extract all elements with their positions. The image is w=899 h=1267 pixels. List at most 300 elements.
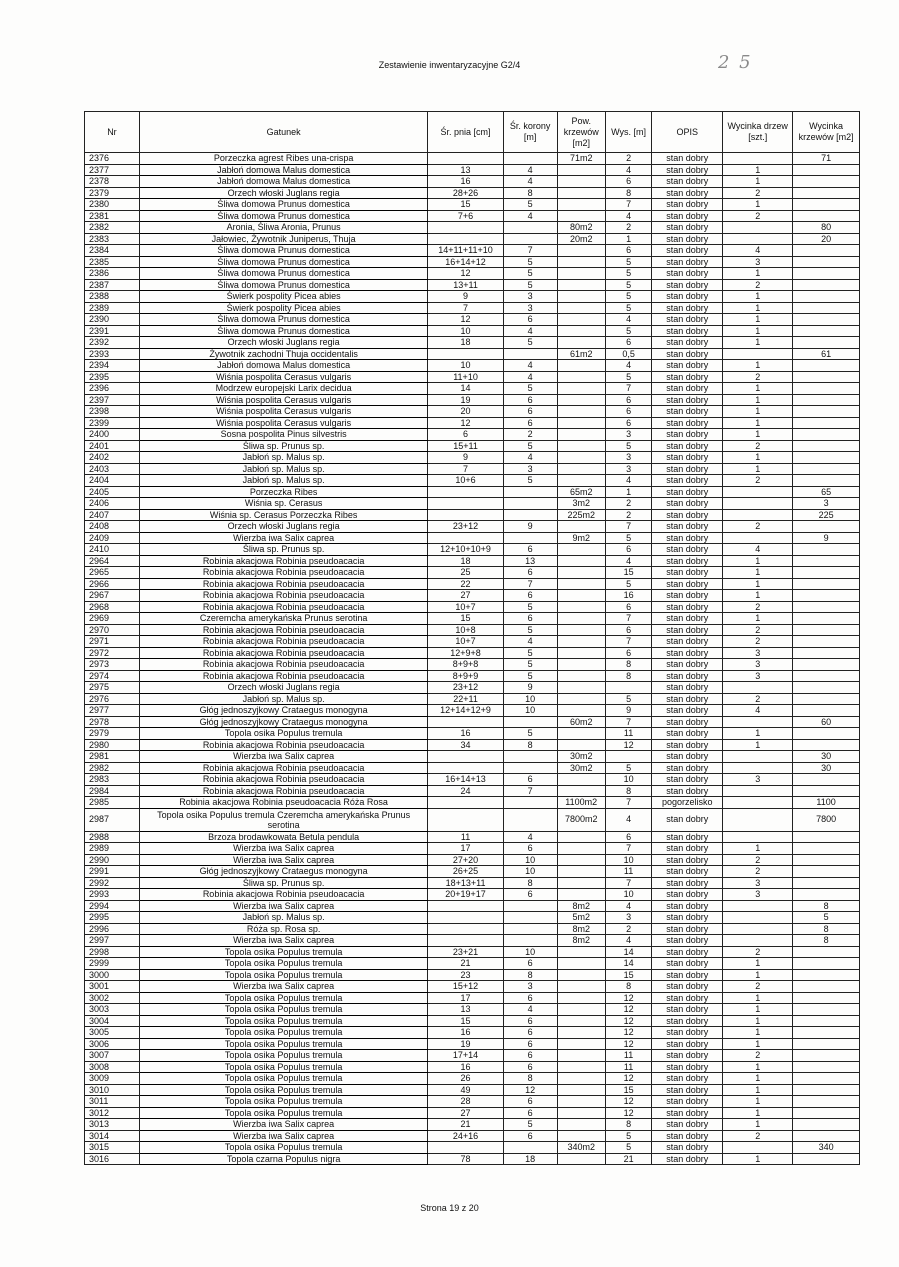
cell-pow-krzewow — [557, 1096, 605, 1108]
cell-pow-krzewow — [557, 1038, 605, 1050]
cell-sr-korony: 6 — [503, 590, 557, 602]
cell-sr-pnia — [428, 900, 503, 912]
cell-pow-krzewow: 1100m2 — [557, 797, 605, 809]
cell-sr-korony: 6 — [503, 394, 557, 406]
cell-wys: 6 — [605, 601, 651, 613]
cell-pow-krzewow: 340m2 — [557, 1142, 605, 1154]
cell-gatunek: Robinia akacjowa Robinia pseudoacacia — [139, 739, 427, 751]
cell-opis: stan dobry — [652, 521, 723, 533]
cell-opis: stan dobry — [652, 348, 723, 360]
cell-nr: 2397 — [85, 394, 140, 406]
cell-wycinka-drzew: 2 — [723, 279, 793, 291]
cell-wycinka-drzew: 1 — [723, 383, 793, 395]
cell-nr: 2409 — [85, 532, 140, 544]
cell-sr-korony: 5 — [503, 383, 557, 395]
cell-sr-korony — [503, 900, 557, 912]
cell-wycinka-krzewow: 60 — [793, 716, 860, 728]
cell-wycinka-krzewow — [793, 636, 860, 648]
cell-opis: stan dobry — [652, 1004, 723, 1016]
cell-pow-krzewow: 225m2 — [557, 509, 605, 521]
cell-gatunek: Orzech włoski Juglans regia — [139, 682, 427, 694]
cell-wys: 5 — [605, 1130, 651, 1142]
cell-gatunek: Topola osika Populus tremula — [139, 969, 427, 981]
cell-gatunek: Wierzba iwa Salix caprea — [139, 935, 427, 947]
cell-wycinka-drzew: 1 — [723, 164, 793, 176]
table-row — [85, 981, 860, 993]
cell-opis: stan dobry — [652, 1119, 723, 1131]
cell-wycinka-krzewow — [793, 946, 860, 958]
cell-wycinka-drzew: 1 — [723, 969, 793, 981]
cell-sr-pnia: 18 — [428, 337, 503, 349]
cell-wycinka-krzewow — [793, 360, 860, 372]
cell-opis: stan dobry — [652, 302, 723, 314]
cell-opis: stan dobry — [652, 429, 723, 441]
cell-gatunek: Aronia, Śliwa Aronia, Prunus — [139, 222, 427, 234]
cell-wycinka-krzewow — [793, 337, 860, 349]
cell-wycinka-drzew: 1 — [723, 314, 793, 326]
cell-sr-pnia: 9 — [428, 452, 503, 464]
cell-nr: 2969 — [85, 613, 140, 625]
cell-wys: 6 — [605, 831, 651, 843]
cell-pow-krzewow — [557, 210, 605, 222]
cell-pow-krzewow — [557, 728, 605, 740]
cell-pow-krzewow — [557, 693, 605, 705]
table-row — [85, 440, 860, 452]
cell-wycinka-krzewow — [793, 1119, 860, 1131]
cell-sr-pnia: 26+25 — [428, 866, 503, 878]
cell-nr: 2999 — [85, 958, 140, 970]
cell-wys: 8 — [605, 659, 651, 671]
cell-pow-krzewow — [557, 578, 605, 590]
table-row — [85, 187, 860, 199]
cell-opis: stan dobry — [652, 567, 723, 579]
cell-wys: 12 — [605, 1107, 651, 1119]
cell-nr: 2401 — [85, 440, 140, 452]
cell-opis: stan dobry — [652, 659, 723, 671]
table-row — [85, 659, 860, 671]
cell-opis: stan dobry — [652, 728, 723, 740]
cell-pow-krzewow — [557, 647, 605, 659]
cell-wycinka-krzewow: 9 — [793, 532, 860, 544]
table-row — [85, 1073, 860, 1085]
cell-pow-krzewow — [557, 475, 605, 487]
cell-sr-pnia: 10+7 — [428, 636, 503, 648]
cell-sr-pnia: 34 — [428, 739, 503, 751]
cell-sr-korony: 4 — [503, 371, 557, 383]
cell-wycinka-drzew — [723, 222, 793, 234]
cell-sr-pnia: 23+21 — [428, 946, 503, 958]
cell-gatunek: Śliwa sp. Prunus sp. — [139, 877, 427, 889]
cell-wycinka-krzewow — [793, 774, 860, 786]
cell-wycinka-drzew — [723, 532, 793, 544]
table-row — [85, 429, 860, 441]
cell-wycinka-krzewow — [793, 417, 860, 429]
cell-wycinka-krzewow — [793, 613, 860, 625]
cell-pow-krzewow: 20m2 — [557, 233, 605, 245]
cell-sr-korony: 8 — [503, 877, 557, 889]
cell-gatunek: Jabłoń domowa Malus domestica — [139, 360, 427, 372]
cell-sr-pnia: 10 — [428, 360, 503, 372]
cell-opis: stan dobry — [652, 394, 723, 406]
cell-gatunek: Wierzba iwa Salix caprea — [139, 751, 427, 763]
table-row — [85, 923, 860, 935]
cell-wycinka-krzewow — [793, 854, 860, 866]
cell-opis: stan dobry — [652, 544, 723, 556]
cell-sr-korony — [503, 222, 557, 234]
cell-sr-korony — [503, 751, 557, 763]
cell-nr: 2995 — [85, 912, 140, 924]
cell-nr: 2387 — [85, 279, 140, 291]
cell-wys: 5 — [605, 578, 651, 590]
table-row — [85, 498, 860, 510]
cell-sr-korony — [503, 498, 557, 510]
cell-opis: stan dobry — [652, 383, 723, 395]
cell-wycinka-drzew: 1 — [723, 302, 793, 314]
cell-sr-korony: 4 — [503, 360, 557, 372]
table-body — [85, 153, 860, 1165]
cell-nr: 2379 — [85, 187, 140, 199]
cell-sr-korony: 5 — [503, 199, 557, 211]
cell-sr-pnia: 12+10+10+9 — [428, 544, 503, 556]
cell-wycinka-krzewow: 61 — [793, 348, 860, 360]
cell-gatunek: Wierzba iwa Salix caprea — [139, 843, 427, 855]
cell-wycinka-krzewow: 30 — [793, 762, 860, 774]
cell-sr-korony: 6 — [503, 889, 557, 901]
cell-wycinka-drzew: 1 — [723, 463, 793, 475]
cell-wycinka-drzew: 1 — [723, 1038, 793, 1050]
cell-wycinka-drzew: 1 — [723, 406, 793, 418]
cell-nr: 2376 — [85, 153, 140, 165]
cell-wycinka-drzew: 1 — [723, 728, 793, 740]
table-row — [85, 877, 860, 889]
cell-opis: stan dobry — [652, 590, 723, 602]
cell-opis: stan dobry — [652, 371, 723, 383]
cell-pow-krzewow — [557, 268, 605, 280]
cell-sr-pnia — [428, 153, 503, 165]
cell-opis: stan dobry — [652, 751, 723, 763]
cell-sr-pnia: 6 — [428, 429, 503, 441]
cell-gatunek: Wierzba iwa Salix caprea — [139, 900, 427, 912]
header-opis: OPIS — [652, 112, 723, 153]
cell-opis: stan dobry — [652, 693, 723, 705]
cell-wys: 4 — [605, 164, 651, 176]
table-row — [85, 176, 860, 188]
cell-nr: 2966 — [85, 578, 140, 590]
cell-wys: 15 — [605, 969, 651, 981]
cell-gatunek: Modrzew europejski Larix decidua — [139, 383, 427, 395]
table-row — [85, 1015, 860, 1027]
cell-sr-pnia: 22+11 — [428, 693, 503, 705]
cell-sr-pnia: 13 — [428, 164, 503, 176]
cell-sr-korony: 6 — [503, 1107, 557, 1119]
cell-wycinka-drzew: 2 — [723, 866, 793, 878]
cell-wys: 2 — [605, 498, 651, 510]
cell-sr-korony: 4 — [503, 176, 557, 188]
cell-gatunek: Porzeczka Ribes — [139, 486, 427, 498]
cell-sr-korony: 6 — [503, 1015, 557, 1027]
cell-wycinka-krzewow: 5 — [793, 912, 860, 924]
cell-sr-korony: 5 — [503, 256, 557, 268]
cell-opis: stan dobry — [652, 716, 723, 728]
cell-sr-pnia — [428, 348, 503, 360]
cell-wycinka-krzewow: 1100 — [793, 797, 860, 809]
cell-gatunek: Jabłoń domowa Malus domestica — [139, 176, 427, 188]
cell-sr-korony — [503, 923, 557, 935]
cell-wycinka-krzewow — [793, 590, 860, 602]
cell-sr-korony — [503, 153, 557, 165]
cell-sr-korony — [503, 532, 557, 544]
table-row — [85, 969, 860, 981]
cell-wycinka-krzewow — [793, 877, 860, 889]
cell-sr-pnia: 20 — [428, 406, 503, 418]
cell-gatunek: Świerk pospolity Picea abies — [139, 291, 427, 303]
cell-wys: 4 — [605, 808, 651, 831]
cell-gatunek: Świerk pospolity Picea abies — [139, 302, 427, 314]
cell-nr: 2992 — [85, 877, 140, 889]
cell-opis: stan dobry — [652, 785, 723, 797]
cell-wycinka-krzewow — [793, 1130, 860, 1142]
cell-opis: stan dobry — [652, 670, 723, 682]
cell-pow-krzewow: 30m2 — [557, 751, 605, 763]
cell-wycinka-krzewow: 3 — [793, 498, 860, 510]
table-row — [85, 682, 860, 694]
cell-wys: 0,5 — [605, 348, 651, 360]
table-row — [85, 590, 860, 602]
cell-opis: stan dobry — [652, 440, 723, 452]
cell-wys: 8 — [605, 187, 651, 199]
cell-wys: 4 — [605, 900, 651, 912]
table-row — [85, 153, 860, 165]
cell-opis: stan dobry — [652, 210, 723, 222]
cell-pow-krzewow — [557, 958, 605, 970]
cell-wys: 2 — [605, 222, 651, 234]
cell-nr: 2965 — [85, 567, 140, 579]
cell-opis: stan dobry — [652, 992, 723, 1004]
cell-wycinka-drzew — [723, 498, 793, 510]
cell-sr-pnia: 28+26 — [428, 187, 503, 199]
cell-pow-krzewow — [557, 1050, 605, 1062]
table-row — [85, 693, 860, 705]
cell-wycinka-drzew: 1 — [723, 1061, 793, 1073]
cell-sr-korony: 5 — [503, 624, 557, 636]
cell-pow-krzewow: 3m2 — [557, 498, 605, 510]
cell-opis: stan dobry — [652, 498, 723, 510]
cell-sr-pnia: 15 — [428, 1015, 503, 1027]
cell-wys: 1 — [605, 486, 651, 498]
cell-sr-korony — [503, 1142, 557, 1154]
cell-wycinka-drzew: 2 — [723, 693, 793, 705]
cell-gatunek: Śliwa domowa Prunus domestica — [139, 279, 427, 291]
cell-sr-pnia: 10 — [428, 325, 503, 337]
table-row — [85, 521, 860, 533]
cell-wycinka-drzew: 1 — [723, 1004, 793, 1016]
cell-sr-pnia: 24 — [428, 785, 503, 797]
cell-opis: stan dobry — [652, 762, 723, 774]
cell-gatunek: Robinia akacjowa Robinia pseudoacacia — [139, 889, 427, 901]
cell-wycinka-drzew: 1 — [723, 1015, 793, 1027]
cell-sr-pnia: 11+10 — [428, 371, 503, 383]
cell-nr: 2964 — [85, 555, 140, 567]
cell-wys: 2 — [605, 153, 651, 165]
table-row — [85, 1153, 860, 1165]
cell-wycinka-krzewow — [793, 314, 860, 326]
cell-pow-krzewow — [557, 1153, 605, 1165]
cell-wycinka-drzew — [723, 233, 793, 245]
cell-opis: stan dobry — [652, 912, 723, 924]
cell-sr-pnia: 15 — [428, 199, 503, 211]
cell-opis: stan dobry — [652, 1153, 723, 1165]
cell-nr: 2390 — [85, 314, 140, 326]
cell-wycinka-krzewow — [793, 325, 860, 337]
cell-opis: stan dobry — [652, 1107, 723, 1119]
table-row — [85, 1027, 860, 1039]
cell-gatunek: Jabłoń sp. Malus sp. — [139, 463, 427, 475]
cell-wycinka-drzew: 1 — [723, 958, 793, 970]
cell-pow-krzewow: 71m2 — [557, 153, 605, 165]
cell-wys: 11 — [605, 1061, 651, 1073]
cell-wycinka-krzewow: 20 — [793, 233, 860, 245]
cell-wycinka-krzewow: 340 — [793, 1142, 860, 1154]
header-wys: Wys. [m] — [605, 112, 651, 153]
cell-sr-pnia — [428, 751, 503, 763]
cell-gatunek: Robinia akacjowa Robinia pseudoacacia Róża Rosa — [139, 797, 427, 809]
table-row — [85, 348, 860, 360]
cell-wys: 4 — [605, 935, 651, 947]
cell-opis: stan dobry — [652, 1073, 723, 1085]
cell-opis: stan dobry — [652, 923, 723, 935]
cell-opis: stan dobry — [652, 1130, 723, 1142]
cell-wycinka-krzewow — [793, 1084, 860, 1096]
cell-sr-pnia — [428, 923, 503, 935]
cell-nr: 2403 — [85, 463, 140, 475]
table-row — [85, 601, 860, 613]
cell-opis: stan dobry — [652, 187, 723, 199]
cell-wycinka-drzew: 1 — [723, 325, 793, 337]
cell-nr: 3013 — [85, 1119, 140, 1131]
cell-wys: 5 — [605, 762, 651, 774]
cell-opis: stan dobry — [652, 1027, 723, 1039]
cell-sr-korony: 5 — [503, 670, 557, 682]
cell-opis: stan dobry — [652, 808, 723, 831]
cell-wycinka-drzew: 1 — [723, 394, 793, 406]
cell-gatunek: Topola osika Populus tremula — [139, 1061, 427, 1073]
cell-nr: 2410 — [85, 544, 140, 556]
cell-sr-korony: 10 — [503, 946, 557, 958]
cell-sr-pnia: 17+14 — [428, 1050, 503, 1062]
cell-wycinka-krzewow — [793, 452, 860, 464]
cell-pow-krzewow — [557, 659, 605, 671]
cell-pow-krzewow: 8m2 — [557, 900, 605, 912]
table-row — [85, 337, 860, 349]
cell-gatunek: Robinia akacjowa Robinia pseudoacacia — [139, 567, 427, 579]
cell-nr: 2408 — [85, 521, 140, 533]
cell-nr: 2984 — [85, 785, 140, 797]
cell-wycinka-drzew: 3 — [723, 774, 793, 786]
cell-wys: 5 — [605, 291, 651, 303]
cell-opis: stan dobry — [652, 774, 723, 786]
cell-nr: 2976 — [85, 693, 140, 705]
cell-pow-krzewow: 80m2 — [557, 222, 605, 234]
cell-sr-pnia: 13 — [428, 1004, 503, 1016]
page-number: Strona 19 z 20 — [420, 1203, 479, 1213]
cell-wys: 1 — [605, 233, 651, 245]
cell-wys: 6 — [605, 406, 651, 418]
cell-wycinka-krzewow — [793, 555, 860, 567]
cell-nr: 2392 — [85, 337, 140, 349]
cell-gatunek: Topola osika Populus tremula — [139, 1142, 427, 1154]
cell-sr-pnia: 21 — [428, 1119, 503, 1131]
cell-wys: 21 — [605, 1153, 651, 1165]
cell-wycinka-krzewow: 7800 — [793, 808, 860, 831]
cell-wycinka-krzewow — [793, 866, 860, 878]
cell-sr-pnia — [428, 912, 503, 924]
cell-pow-krzewow — [557, 843, 605, 855]
header-wycinka-drzew: Wycinka drzew [szt.] — [723, 112, 793, 153]
cell-gatunek: Robinia akacjowa Robinia pseudoacacia — [139, 578, 427, 590]
cell-opis: stan dobry — [652, 866, 723, 878]
cell-pow-krzewow — [557, 314, 605, 326]
cell-gatunek: Porzeczka agrest Ribes una-crispa — [139, 153, 427, 165]
table-row — [85, 624, 860, 636]
cell-wys: 11 — [605, 1050, 651, 1062]
cell-sr-pnia: 18+13+11 — [428, 877, 503, 889]
cell-wycinka-krzewow — [793, 647, 860, 659]
cell-sr-pnia: 16 — [428, 728, 503, 740]
table-row — [85, 854, 860, 866]
cell-pow-krzewow — [557, 831, 605, 843]
cell-wycinka-drzew: 2 — [723, 946, 793, 958]
cell-pow-krzewow — [557, 946, 605, 958]
cell-wycinka-drzew — [723, 785, 793, 797]
cell-pow-krzewow — [557, 1119, 605, 1131]
table-row — [85, 889, 860, 901]
cell-wycinka-krzewow: 8 — [793, 935, 860, 947]
cell-opis: stan dobry — [652, 153, 723, 165]
cell-wycinka-krzewow — [793, 981, 860, 993]
cell-wycinka-drzew: 1 — [723, 555, 793, 567]
cell-nr: 2381 — [85, 210, 140, 222]
cell-pow-krzewow — [557, 1015, 605, 1027]
cell-sr-pnia: 7 — [428, 463, 503, 475]
cell-gatunek: Robinia akacjowa Robinia pseudoacacia — [139, 590, 427, 602]
cell-opis: stan dobry — [652, 509, 723, 521]
cell-wycinka-drzew: 2 — [723, 475, 793, 487]
cell-nr: 2975 — [85, 682, 140, 694]
cell-opis: stan dobry — [652, 199, 723, 211]
cell-sr-korony: 5 — [503, 475, 557, 487]
cell-opis: stan dobry — [652, 452, 723, 464]
table-row — [85, 245, 860, 257]
table-row — [85, 843, 860, 855]
table-row — [85, 394, 860, 406]
table-row — [85, 946, 860, 958]
cell-sr-korony: 10 — [503, 866, 557, 878]
cell-pow-krzewow — [557, 636, 605, 648]
cell-sr-pnia — [428, 532, 503, 544]
cell-sr-korony: 10 — [503, 705, 557, 717]
cell-wys: 2 — [605, 509, 651, 521]
cell-sr-korony: 6 — [503, 843, 557, 855]
cell-opis: stan dobry — [652, 900, 723, 912]
cell-wys — [605, 682, 651, 694]
cell-sr-pnia — [428, 808, 503, 831]
cell-nr: 3010 — [85, 1084, 140, 1096]
cell-nr: 2393 — [85, 348, 140, 360]
cell-pow-krzewow — [557, 371, 605, 383]
cell-gatunek: Jabłoń sp. Malus sp. — [139, 912, 427, 924]
table-row — [85, 314, 860, 326]
cell-wys: 14 — [605, 946, 651, 958]
